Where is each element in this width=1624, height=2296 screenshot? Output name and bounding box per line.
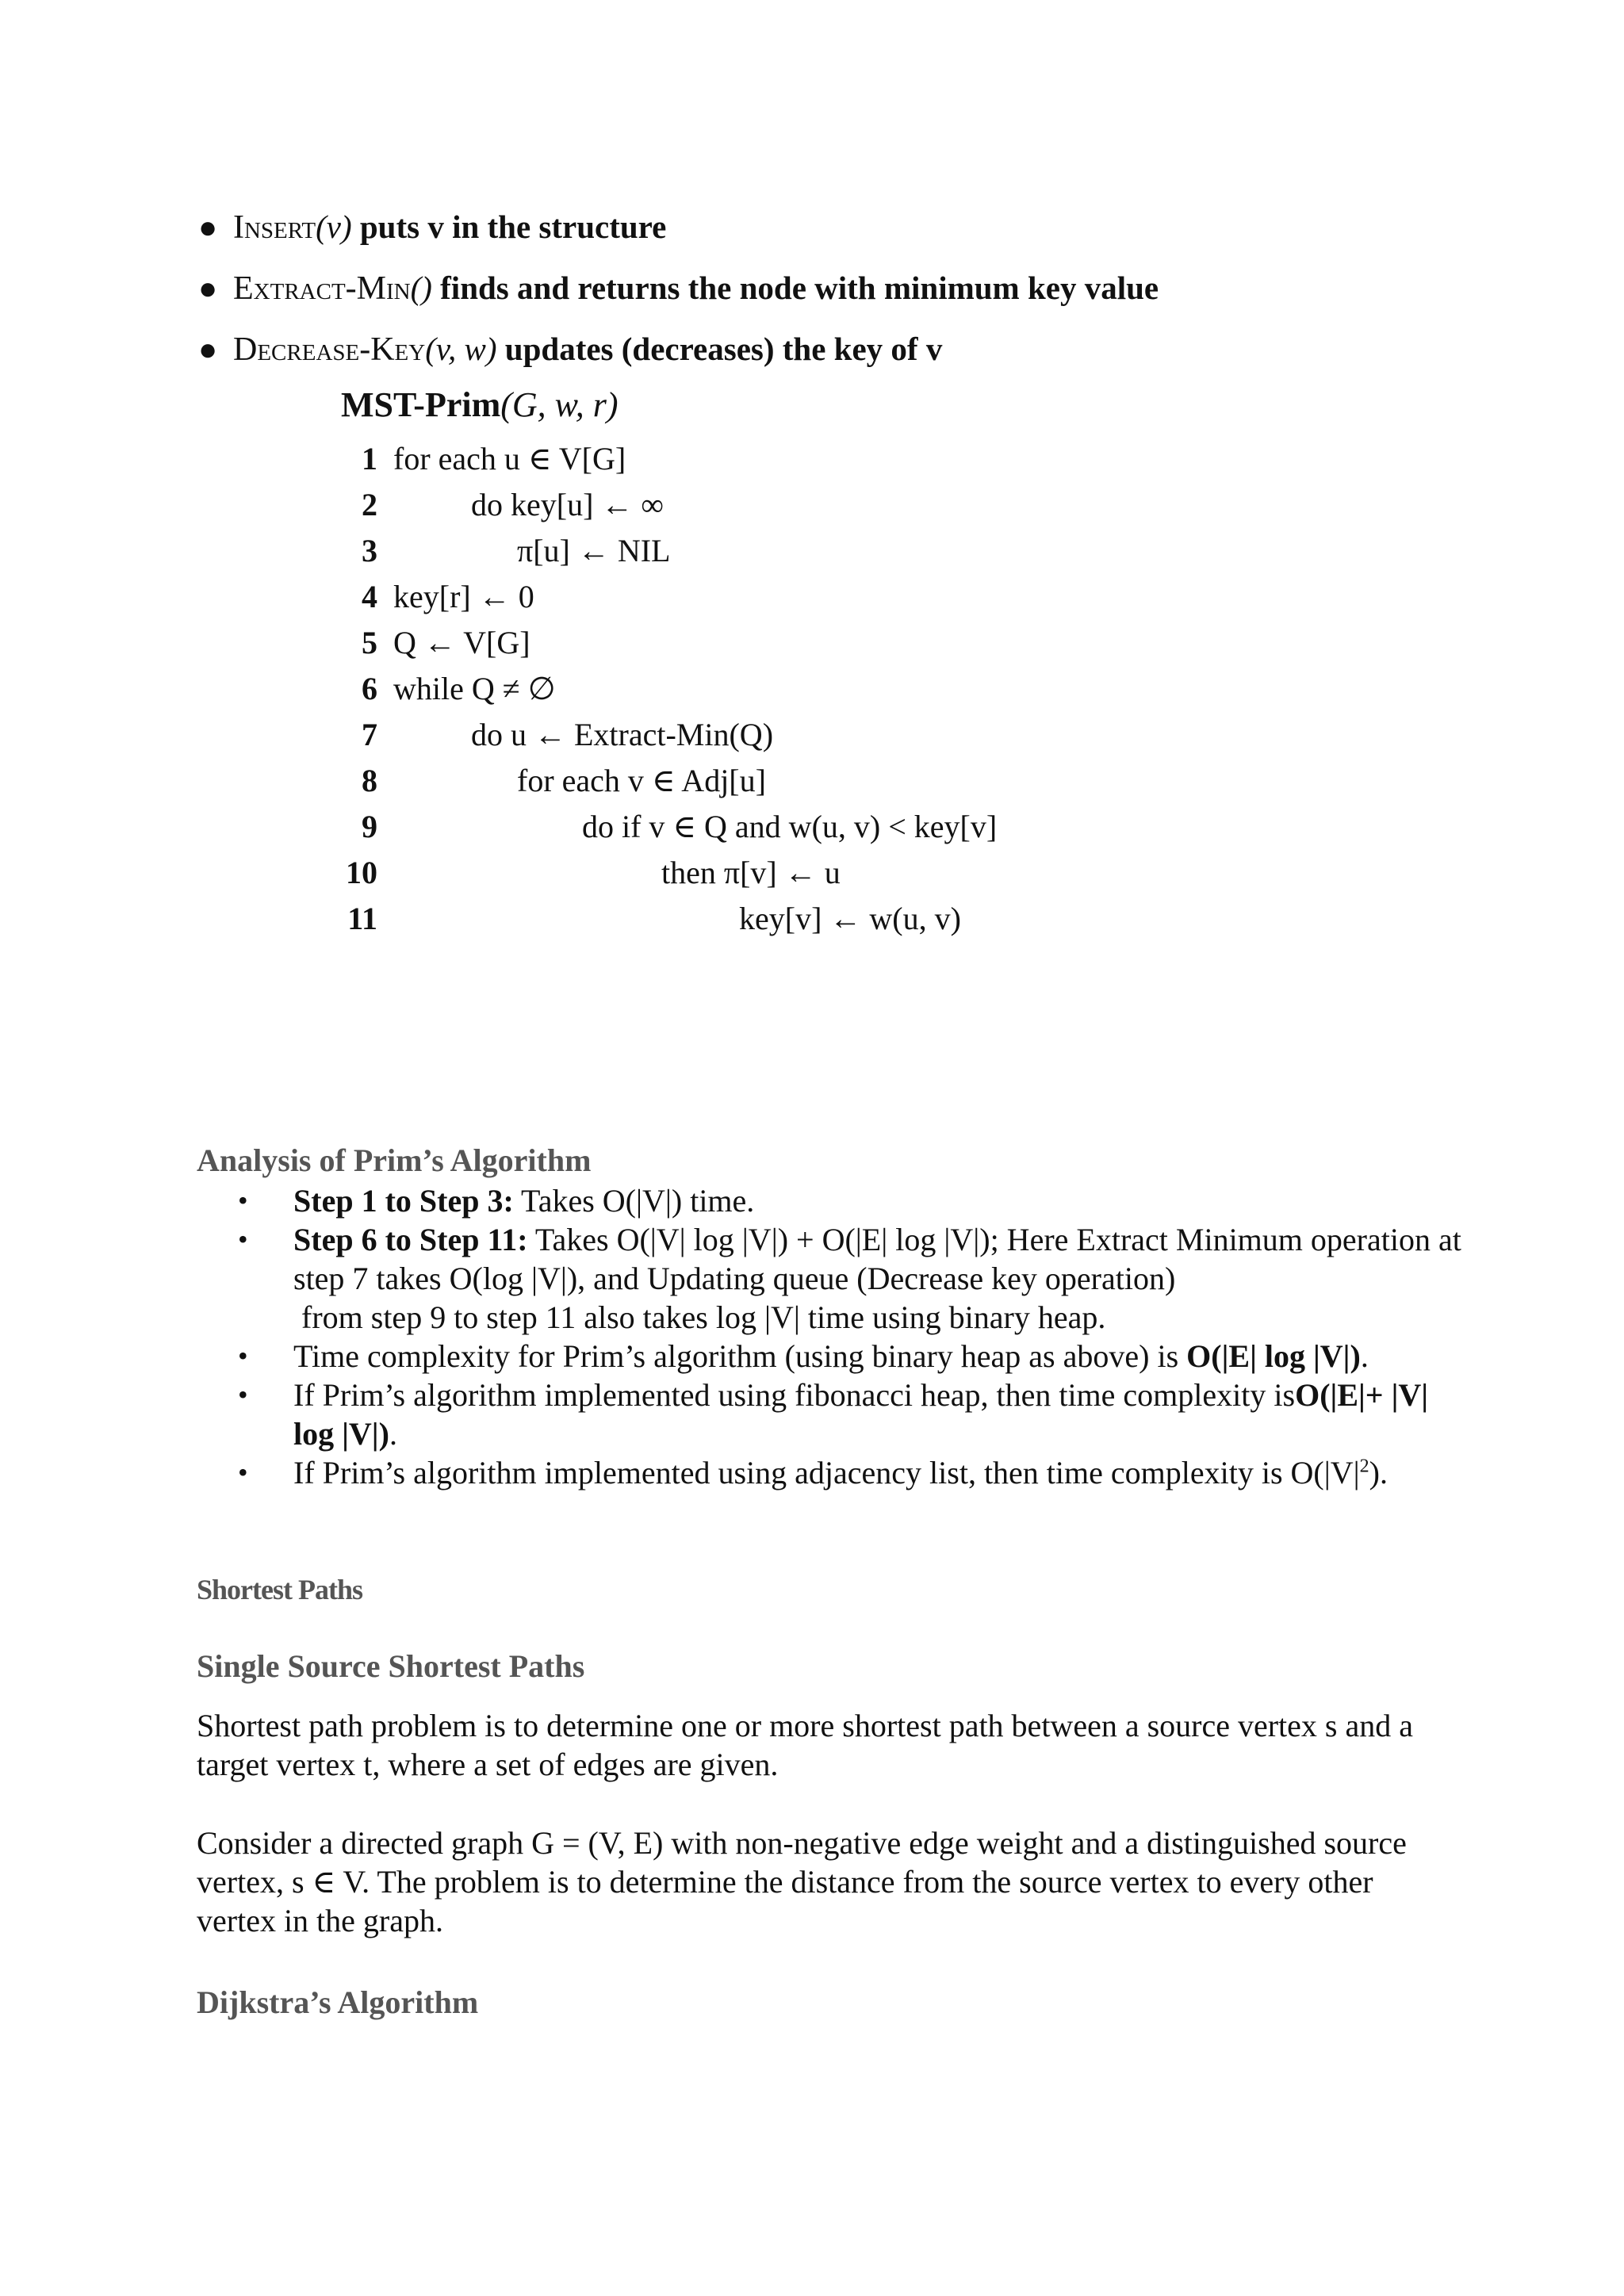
list-item xyxy=(238,1181,1475,1220)
operation-args: () xyxy=(410,270,432,306)
code-line xyxy=(341,712,1134,758)
punctuation: . xyxy=(1360,1338,1369,1374)
complexity-text: If Prim’s algorithm implemented using adjacency list, then time complexity is O(|V| xyxy=(293,1455,1360,1490)
list-item xyxy=(238,1220,1475,1337)
step-label: Step 1 to Step 3: xyxy=(293,1183,514,1219)
line-code: do u ← Extract-Min(Q) xyxy=(471,717,774,752)
punctuation: ). xyxy=(1369,1455,1388,1490)
operation-name: Decrease-Key xyxy=(233,331,426,368)
line-code: while Q ≠ ∅ xyxy=(393,671,556,706)
step-label: Step 6 to Step 11: xyxy=(293,1222,528,1257)
operation-insert xyxy=(198,197,1546,258)
line-code: key[r] ← 0 xyxy=(393,579,534,614)
code-line xyxy=(341,804,1134,850)
line-number: 11 xyxy=(347,901,377,936)
step-text: Takes O(|V|) time. xyxy=(513,1183,755,1219)
code-line xyxy=(341,620,1134,666)
line-number: 8 xyxy=(362,763,377,798)
operation-desc: finds and returns the node with minimum key value xyxy=(440,270,1159,306)
operation-extract-min xyxy=(198,258,1546,319)
line-code: then π[v] ← u xyxy=(661,855,841,890)
line-number: 3 xyxy=(362,533,377,568)
operation-name: Insert xyxy=(233,209,316,246)
line-code: π[u] ← NIL xyxy=(517,533,671,568)
paragraph: Consider a directed graph G = (V, E) with non-negative edge weight and a distinguished source vertex, s ∈ V. The problem is to determine the distance from the source vertex to every other vertex in the graph. xyxy=(197,1825,1407,1938)
algorithm-title xyxy=(341,379,1134,431)
single-source-heading: Single Source Shortest Paths xyxy=(197,1648,585,1684)
algorithm-name: MST-Prim xyxy=(341,385,501,424)
code-line xyxy=(341,850,1134,896)
line-number: 4 xyxy=(362,579,377,614)
dijkstra-heading: Dijkstra’s Algorithm xyxy=(197,1984,479,2020)
code-line xyxy=(341,528,1134,574)
algorithm-params: (G, w, r) xyxy=(500,385,619,424)
code-line xyxy=(341,666,1134,712)
line-code: Q ← V[G] xyxy=(393,625,530,660)
line-number: 1 xyxy=(362,441,377,476)
line-number: 7 xyxy=(362,717,377,752)
line-number: 6 xyxy=(362,671,377,706)
operation-desc: updates (decreases) the key of v xyxy=(504,331,943,367)
list-item xyxy=(238,1376,1475,1453)
line-code: for each v ∈ Adj[u] xyxy=(517,763,766,798)
analysis-heading: Analysis of Prim’s Algorithm xyxy=(197,1142,592,1178)
list-item xyxy=(238,1453,1475,1492)
complexity-value: O(|E|+ |V| log |V|) xyxy=(293,1377,1429,1452)
analysis-list xyxy=(238,1181,1475,1492)
operation-desc: puts v in the structure xyxy=(359,209,667,245)
bullet-icon: ● xyxy=(198,331,218,367)
operation-name: Extract-Min xyxy=(233,270,411,307)
list-item xyxy=(238,1337,1475,1376)
operations-list xyxy=(198,197,1546,380)
operation-decrease-key xyxy=(198,319,1546,380)
line-number: 9 xyxy=(362,809,377,844)
line-number: 5 xyxy=(362,625,377,660)
line-number: 10 xyxy=(346,855,377,890)
mst-prim-algorithm xyxy=(341,379,1134,942)
bullet-icon: ● xyxy=(198,209,218,245)
paragraph: Shortest path problem is to determine one or more shortest path between a source vertex s and a target vertex t, where a set of edges are given. xyxy=(197,1708,1413,1782)
code-line xyxy=(341,482,1134,528)
complexity-text: If Prim’s algorithm implemented using fibonacci heap, then time complexity is xyxy=(293,1377,1296,1413)
code-line xyxy=(341,758,1134,804)
line-number: 2 xyxy=(362,487,377,522)
operation-args: (v) xyxy=(316,209,352,245)
complexity-text: Time complexity for Prim’s algorithm (using binary heap as above) is xyxy=(293,1338,1187,1374)
step-text: Takes O(|V| log |V|) + O(|E| log |V|); Here Extract Minimum operation at step 7 takes O(log |V|), and Updating queue (Decrease key operation) xyxy=(293,1222,1461,1296)
line-code: do if v ∈ Q and w(u, v) < key[v] xyxy=(582,809,998,844)
code-line xyxy=(341,436,1134,482)
step-text-continued: from step 9 to step 11 also takes log |V| time using binary heap. xyxy=(301,1299,1106,1335)
complexity-value: O(|E| log |V|) xyxy=(1186,1338,1361,1374)
code-line xyxy=(341,574,1134,620)
line-code: for each u ∈ V[G] xyxy=(393,441,626,476)
code-line xyxy=(341,896,1134,942)
bullet-icon: ● xyxy=(198,270,218,306)
operation-args: (v, w) xyxy=(425,331,497,367)
shortest-paths-heading: Shortest Paths xyxy=(197,1574,362,1605)
line-code: do key[u] ← ∞ xyxy=(471,487,664,522)
line-code: key[v] ← w(u, v) xyxy=(739,901,961,936)
punctuation: . xyxy=(389,1416,397,1452)
superscript: 2 xyxy=(1359,1456,1369,1477)
